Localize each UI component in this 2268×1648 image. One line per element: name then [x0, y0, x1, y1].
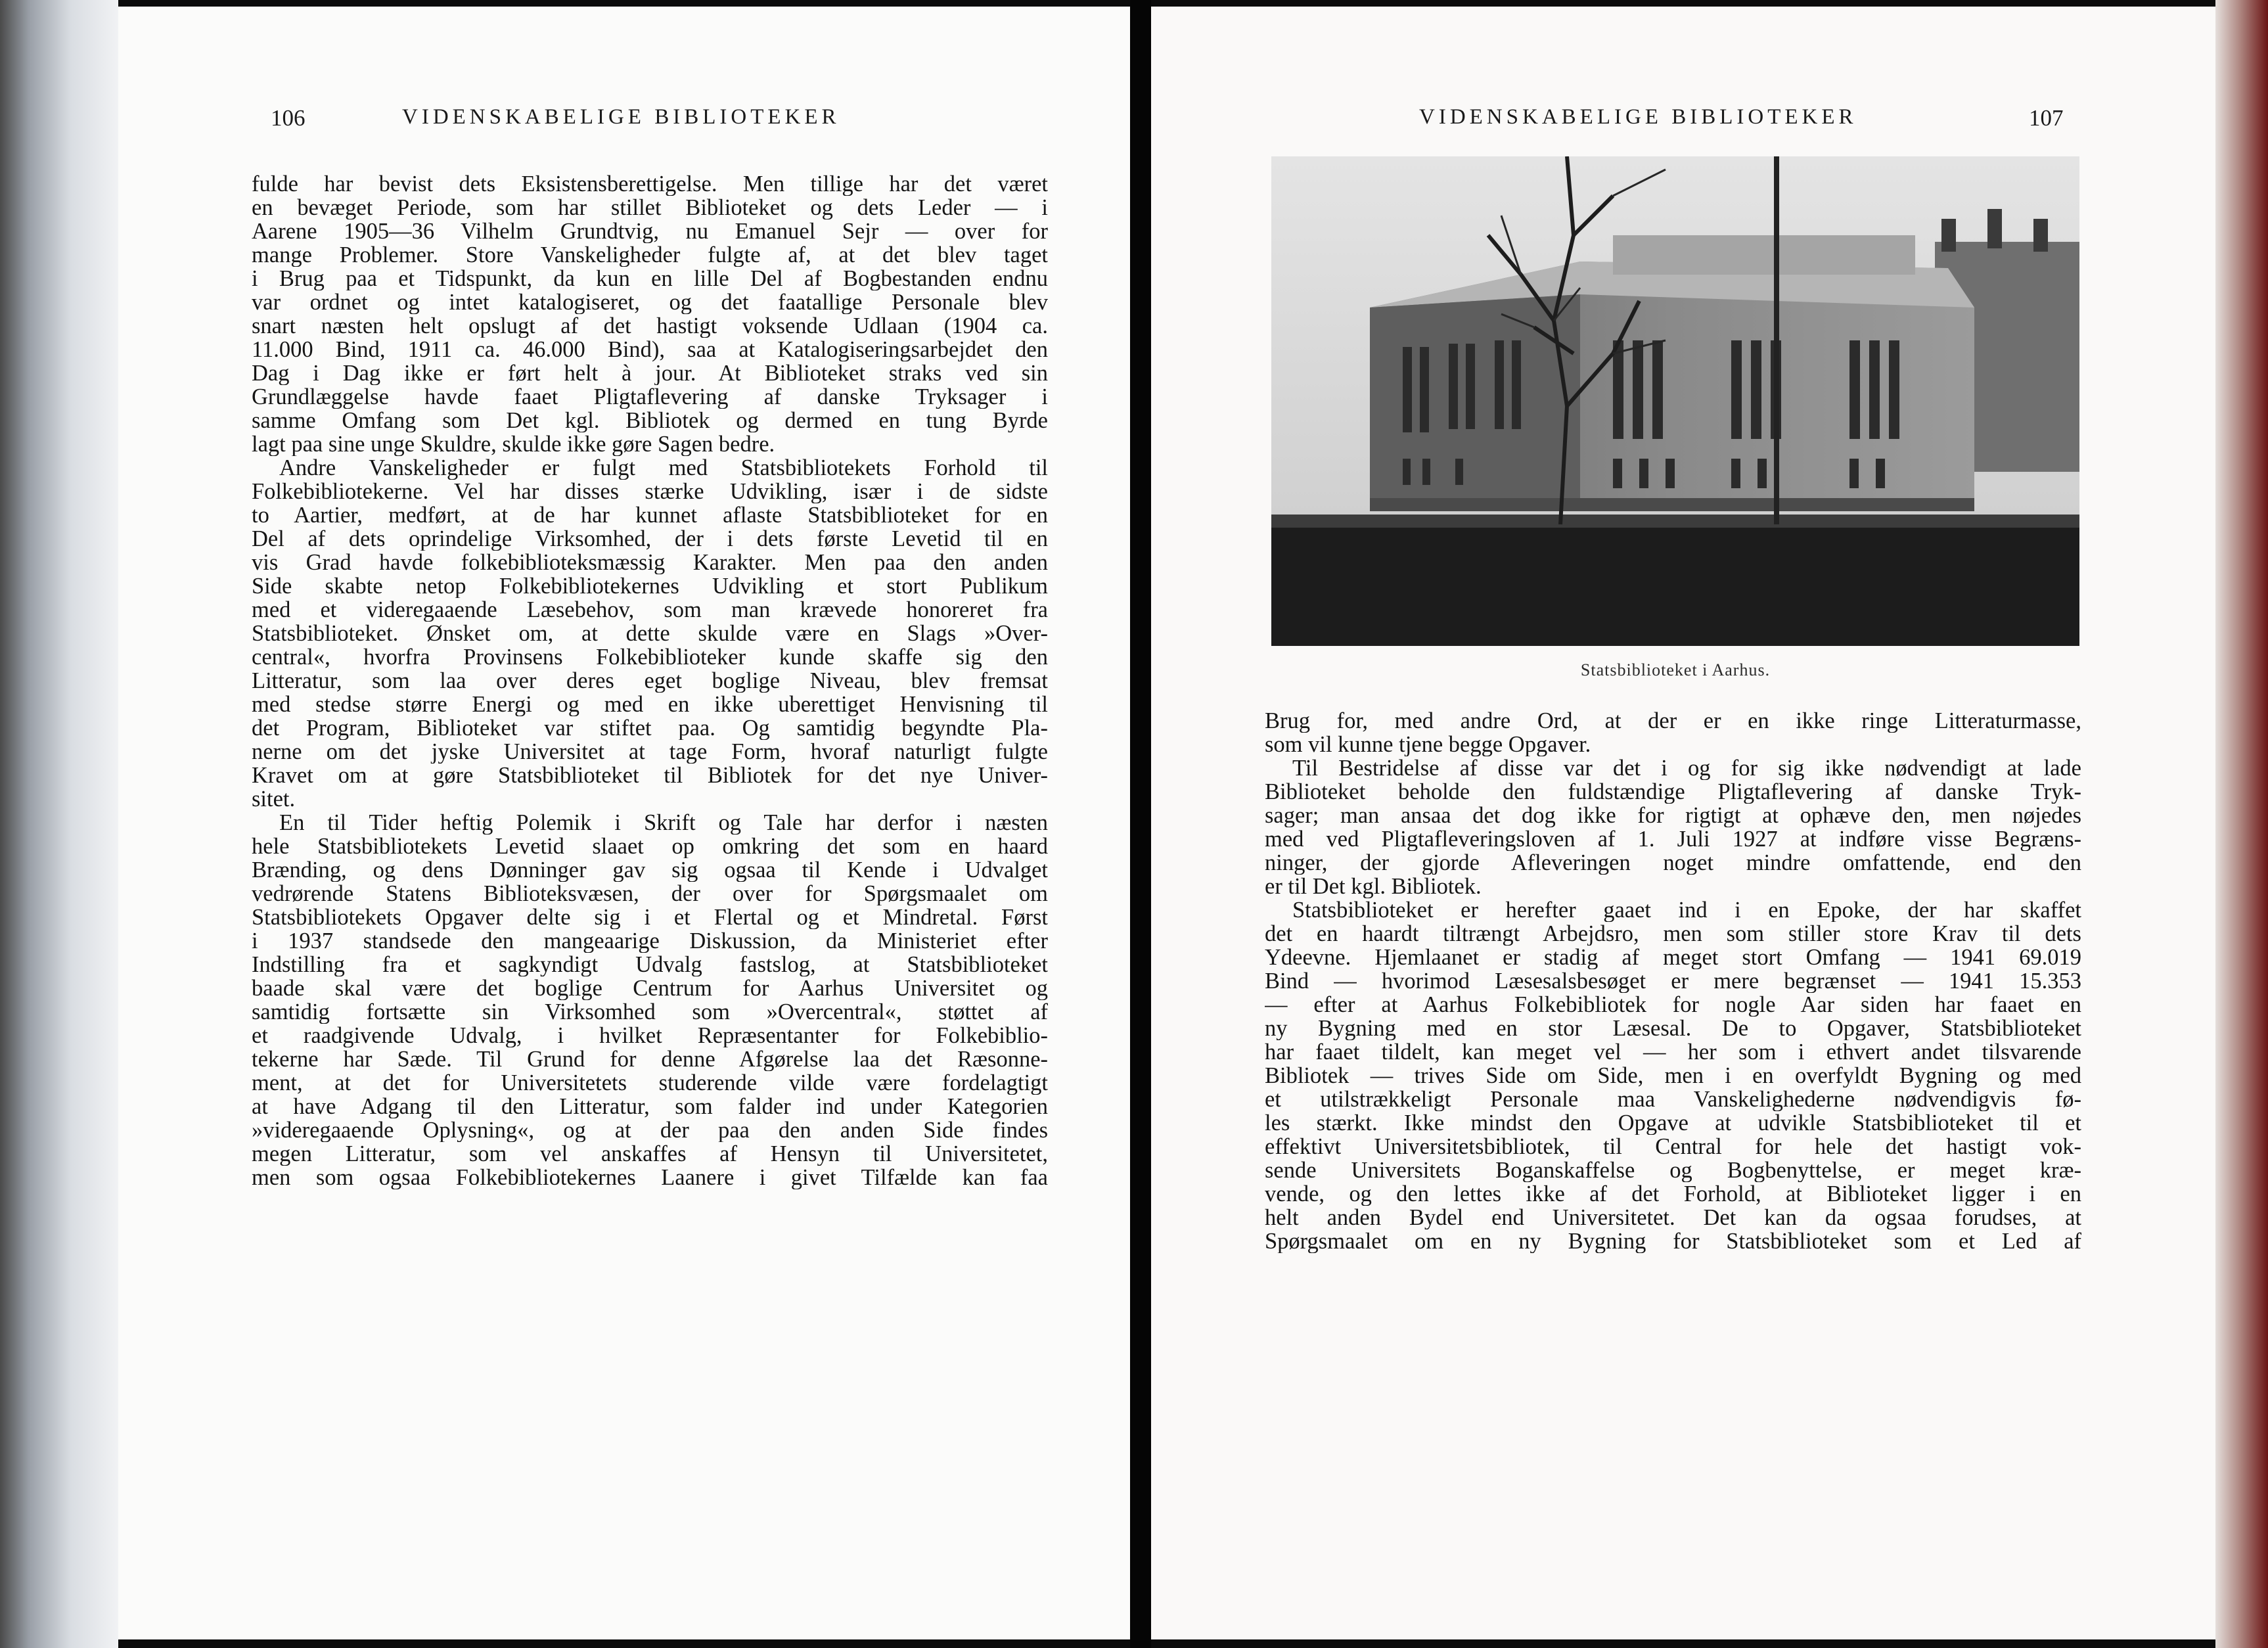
text-line: samtidig fortsætte sin Virksomhed som »Overcentral«, støttet af [252, 1000, 1048, 1024]
text-line: effektivt Universitetsbibliotek, til Central for hele det hastigt vok- [1265, 1135, 2081, 1158]
text-line: var ordnet og intet katalogiseret, og det faatallige Personale blev [252, 290, 1048, 314]
text-line: Brug for, med andre Ord, at der er en ikke ringe Litteraturmasse, [1265, 709, 2081, 733]
text-line: Til Bestridelse af disse var det i og for sig ikke nødvendigt at lade [1292, 756, 2081, 780]
text-line: at have Adgang til den Litteratur, som falder ind under Kategorien [252, 1095, 1048, 1118]
text-line: Statsbiblioteket. Ønsket om, at dette skulde være en Slags »Over- [252, 622, 1048, 645]
right-running-head: VIDENSKABELIGE BIBLIOTEKER [1419, 105, 1857, 129]
text-line: vedrørende Statens Biblioteksvæsen, der over for Spørgsmaalet om [252, 882, 1048, 905]
text-line: Ydeevne. Hjemlaanet er stadig af meget stort Omfang — 1941 69.019 [1265, 946, 2081, 969]
text-line: fulde har bevist dets Eksistensberettigelse. Men tillige har det været [252, 172, 1048, 196]
text-line: er til Det kgl. Bibliotek. [1265, 875, 1482, 898]
text-line: Andre Vanskeligheder er fulgt med Statsbibliotekets Forhold til [279, 456, 1048, 480]
text-line: snart næsten helt opslugt af det hastigt voksende Udlaan (1904 ca. [252, 314, 1048, 338]
text-line: i 1937 standsede den mangeaarige Diskussion, da Ministeriet efter [252, 929, 1048, 953]
text-line: men som ogsaa Folkebibliotekernes Laanere i givet Tilfælde kan faa [252, 1166, 1048, 1189]
text-line: Statsbiblioteket er herefter gaaet ind i en Epoke, der har skaffet [1292, 898, 2081, 922]
right-page-number: 107 [2029, 105, 2064, 131]
left-page-number: 106 [271, 105, 306, 131]
text-line: hele Statsbibliotekets Levetid slaaet op omkring det som en haard [252, 835, 1048, 858]
book-page-edges-right [2215, 0, 2268, 1648]
text-line: Folkebibliotekerne. Vel har disses stærke Udvikling, især i de sidste [252, 480, 1048, 503]
text-line: Statsbibliotekets Opgaver delte sig i et Flertal og et Mindretal. Først [252, 905, 1048, 929]
text-line: Grundlæggelse havde faaet Pligtaflevering af danske Tryksager i [252, 385, 1048, 409]
text-line: sager; man ansaa det dog ikke for rigtigt at ophæve den, men nøjedes [1265, 804, 2081, 827]
text-line: to Aartier, medført, at de har kunnet aflaste Statsbiblioteket for en [252, 503, 1048, 527]
text-line: vis Grad havde folkebiblioteksmæssig Karakter. Men paa den anden [252, 551, 1048, 574]
text-line: sitet. [252, 787, 296, 811]
text-line: Spørgsmaalet om en ny Bygning for Statsbiblioteket som et Led af [1265, 1229, 2081, 1253]
text-line: en bevæget Periode, som har stillet Biblioteket og dets Leder — i [252, 196, 1048, 219]
text-line: En til Tider heftig Polemik i Skrift og Tale har derfor i næsten [279, 811, 1048, 835]
text-line: et raadgivende Udvalg, i hvilket Repræsentanter for Folkebiblio- [252, 1024, 1048, 1047]
text-line: med ved Pligtafleveringsloven af 1. Juli 1927 at indføre visse Begræns- [1265, 827, 2081, 851]
text-line: Bibliotek — trives Side om Side, men i en overfyldt Bygning og med [1265, 1064, 2081, 1087]
text-line: samme Omfang som Det kgl. Bibliotek og dermed en tung Byrde [252, 409, 1048, 432]
book-page-edges-left [0, 0, 118, 1648]
text-line: lagt paa sine unge Skuldre, skulde ikke gøre Sagen bedre. [252, 432, 775, 456]
text-line: ninger, der gjorde Afleveringen noget mindre omfattende, end den [1265, 851, 2081, 875]
text-line: som vil kunne tjene begge Opgaver. [1265, 733, 1591, 756]
right-page-text [1265, 709, 2081, 1253]
text-line: Aarene 1905—36 Vilhelm Grundtvig, nu Emanuel Sejr — over for [252, 219, 1048, 243]
left-running-head: VIDENSKABELIGE BIBLIOTEKER [402, 105, 840, 129]
photo-caption: Statsbiblioteket i Aarhus. [1580, 660, 1771, 679]
text-line: »videregaaende Oplysning«, og at der paa den anden Side findes [252, 1118, 1048, 1142]
text-line: Biblioteket beholde den fuldstændige Pligtaflevering af danske Tryk- [1265, 780, 2081, 804]
text-line: nerne om det jyske Universitet at tage Form, hvoraf naturligt fulgte [252, 740, 1048, 764]
text-line: Dag i Dag ikke er ført helt à jour. At Biblioteket straks ved sin [252, 361, 1048, 385]
text-line: det Program, Biblioteket var stiftet paa. Og samtidig begyndte Pla- [252, 716, 1048, 740]
text-line: — efter at Aarhus Folkebibliotek for nogle Aar siden har faaet en [1265, 993, 2081, 1017]
text-line: les stærkt. Ikke mindst den Opgave at udvikle Statsbiblioteket til et [1265, 1111, 2081, 1135]
text-line: Del af dets oprindelige Virksomhed, der i dets første Levetid til en [252, 527, 1048, 551]
text-line: Litteratur, som laa over deres eget boglige Niveau, blev fremsat [252, 669, 1048, 693]
text-line: det en haardt tiltrængt Arbejdsro, men som stiller store Krav til dets [1265, 922, 2081, 946]
text-line: et utilstrækkeligt Personale maa Vanskelighederne nødvendigvis fø- [1265, 1087, 2081, 1111]
text-line: har faaet tildelt, kan meget vel — her som i ethvert andet tilsvarende [1265, 1040, 2081, 1064]
text-line: helt anden Bydel end Universitetet. Det kan da ogsaa forudses, at [1265, 1206, 2081, 1229]
text-line: megen Litteratur, som vel anskaffes af Hensyn til Universitetet, [252, 1142, 1048, 1166]
library-building-photo [1271, 156, 2079, 646]
text-line: Kravet om at gøre Statsbiblioteket til Bibliotek for det nye Univer- [252, 764, 1048, 787]
text-line: ment, at det for Universitetets studerende vilde være fordelagtigt [252, 1071, 1048, 1095]
left-page-text [252, 172, 1048, 1189]
text-line: baade skal være det boglige Centrum for Aarhus Universitet og [252, 976, 1048, 1000]
text-line: med stedse større Energi og med en ikke uberettiget Henvisning til [252, 693, 1048, 716]
text-line: 11.000 Bind, 1911 ca. 46.000 Bind), saa at Katalogiseringsarbejdet den [252, 338, 1048, 361]
text-line: Indstilling fra et sagkyndigt Udvalg fastslog, at Statsbiblioteket [252, 953, 1048, 976]
text-line: Bind — hvorimod Læsesalsbesøget er mere begrænset — 1941 15.353 [1265, 969, 2081, 993]
text-line: tekerne har Sæde. Til Grund for denne Afgørelse laa det Ræsonne- [252, 1047, 1048, 1071]
text-line: ny Bygning med en stor Læsesal. De to Opgaver, Statsbiblioteket [1265, 1017, 2081, 1040]
text-line: Brænding, og dens Dønninger gav sig ogsaa til Kende i Udvalget [252, 858, 1048, 882]
book-gutter [1130, 0, 1151, 1648]
text-line: sende Universitets Boganskaffelse og Bogbenyttelse, er meget kræ- [1265, 1158, 2081, 1182]
text-line: Side skabte netop Folkebibliotekernes Udvikling et stort Publikum [252, 574, 1048, 598]
text-line: i Brug paa et Tidspunkt, da kun en lille Del af Bogbestanden endnu [252, 267, 1048, 290]
text-line: vende, og den lettes ikke af det Forhold, at Biblioteket ligger i en [1265, 1182, 2081, 1206]
text-line: central«, hvorfra Provinsens Folkebiblioteker kunde skaffe sig den [252, 645, 1048, 669]
text-line: mange Problemer. Store Vanskeligheder fulgte af, at det blev taget [252, 243, 1048, 267]
text-line: med et videregaaende Læsebehov, som man krævede honoreret fra [252, 598, 1048, 622]
